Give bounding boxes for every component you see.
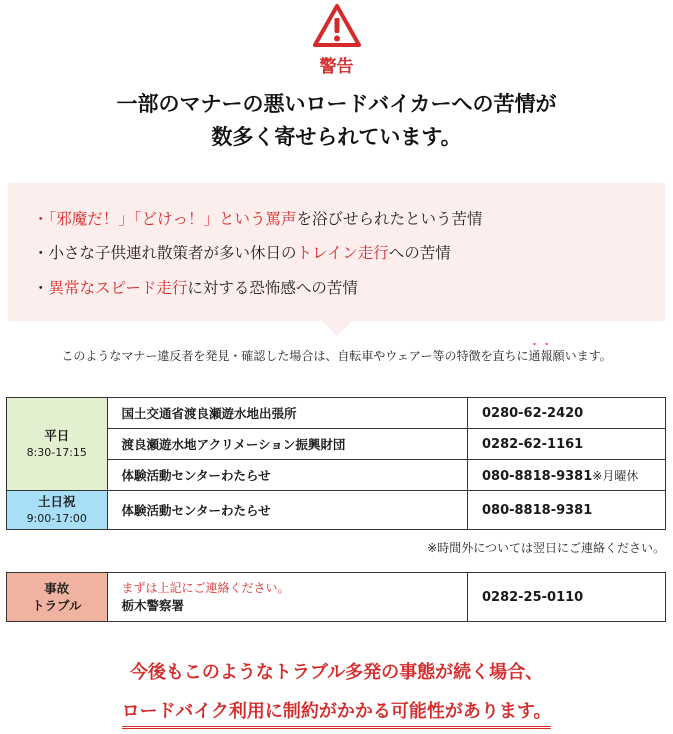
- trouble-table: [6, 572, 666, 622]
- trouble-org-cell: [107, 573, 467, 622]
- trouble-note: まずは上記にご連絡ください。: [121, 581, 290, 595]
- trouble-label-2: トラブル: [32, 598, 82, 613]
- bullet: ・: [33, 279, 49, 297]
- closed-note: ※月曜休: [592, 468, 639, 483]
- weekday-hours: 8:30-17:15: [26, 446, 87, 459]
- complaints-panel: [8, 183, 665, 321]
- tel-number[interactable]: 080-8818-9381: [481, 468, 593, 484]
- notice-text: このようなマナー違反者を発見・確認した場合は、自転車やウェアー等の特徴を直ちに: [61, 349, 529, 363]
- police-org: 栃木警察署: [121, 598, 185, 613]
- footer-underlined-text: ロードバイク利用に制約がかかる可能性があります。: [122, 697, 552, 729]
- contact-tel[interactable]: [467, 491, 665, 530]
- weekday-label: 平日: [44, 428, 70, 443]
- tel-number[interactable]: 0282-62-1161: [481, 436, 584, 452]
- complaint-text: に対する恐怖感への苦情: [187, 279, 358, 297]
- contact-org: 渡良瀬遊水地アクリメーション振興財団: [107, 429, 467, 460]
- notice-tail: 願います。: [552, 349, 612, 363]
- complaint-item-3: [33, 276, 358, 298]
- warning-triangle-icon: [311, 2, 363, 50]
- contact-table: [6, 397, 666, 530]
- headline: [0, 88, 673, 154]
- report-notice: [0, 347, 673, 364]
- complaint-text: 小さな子供連れ散策者が多い休日の: [48, 244, 297, 262]
- notice-emphasis: ・ 報: [541, 349, 553, 363]
- table-row: [7, 398, 666, 429]
- contact-org: 体験活動センターわたらせ: [107, 460, 467, 491]
- contact-org: 体験活動センターわたらせ: [107, 491, 467, 530]
- after-hours-note: ※時間外については翌日にご連絡ください。: [427, 541, 665, 555]
- weekend-label: 土日祝: [38, 494, 76, 509]
- complaint-highlight: 「邪魔だ！」「どけっ！」という罵声: [48, 210, 297, 228]
- bullet: ・: [33, 210, 49, 228]
- tel-number[interactable]: 080-8818-9381: [481, 502, 593, 518]
- warning-label: 警告: [319, 57, 354, 77]
- contact-tel[interactable]: [467, 460, 665, 491]
- tel-number[interactable]: 0280-62-2420: [481, 405, 584, 421]
- weekend-category: [7, 491, 108, 530]
- panel-pointer: [321, 320, 353, 336]
- weekend-hours: 9:00-17:00: [26, 512, 87, 525]
- complaint-highlight: 異常なスピード走行: [48, 279, 188, 297]
- notice-emphasis: ・ 通: [529, 349, 541, 363]
- trouble-category: [7, 573, 108, 622]
- complaint-item-1: [33, 207, 483, 229]
- contact-tel[interactable]: [467, 398, 665, 429]
- contact-org: 国土交通省渡良瀬遊水地出張所: [107, 398, 467, 429]
- contact-tel[interactable]: [467, 573, 665, 622]
- weekday-category: [7, 398, 108, 491]
- complaint-item-2: [33, 241, 451, 263]
- headline-line-1: 一部のマナーの悪いロードバイカーへの苦情が: [116, 92, 557, 116]
- complaint-text: への苦情: [388, 244, 451, 262]
- contact-tel[interactable]: [467, 429, 665, 460]
- table-row: [7, 573, 666, 622]
- footer-line-2: [0, 697, 673, 729]
- complaint-text: を浴びせられたという苦情: [296, 210, 483, 228]
- complaint-highlight: トレイン走行: [296, 244, 389, 262]
- tel-number[interactable]: 0282-25-0110: [481, 589, 584, 605]
- footer-line-1: 今後もこのようなトラブル多発の事態が続く場合、: [129, 662, 544, 683]
- bullet: ・: [33, 244, 49, 262]
- headline-line-2: 数多く寄せられています。: [211, 125, 462, 149]
- table-row: [7, 491, 666, 530]
- trouble-label-1: 事故: [44, 581, 70, 596]
